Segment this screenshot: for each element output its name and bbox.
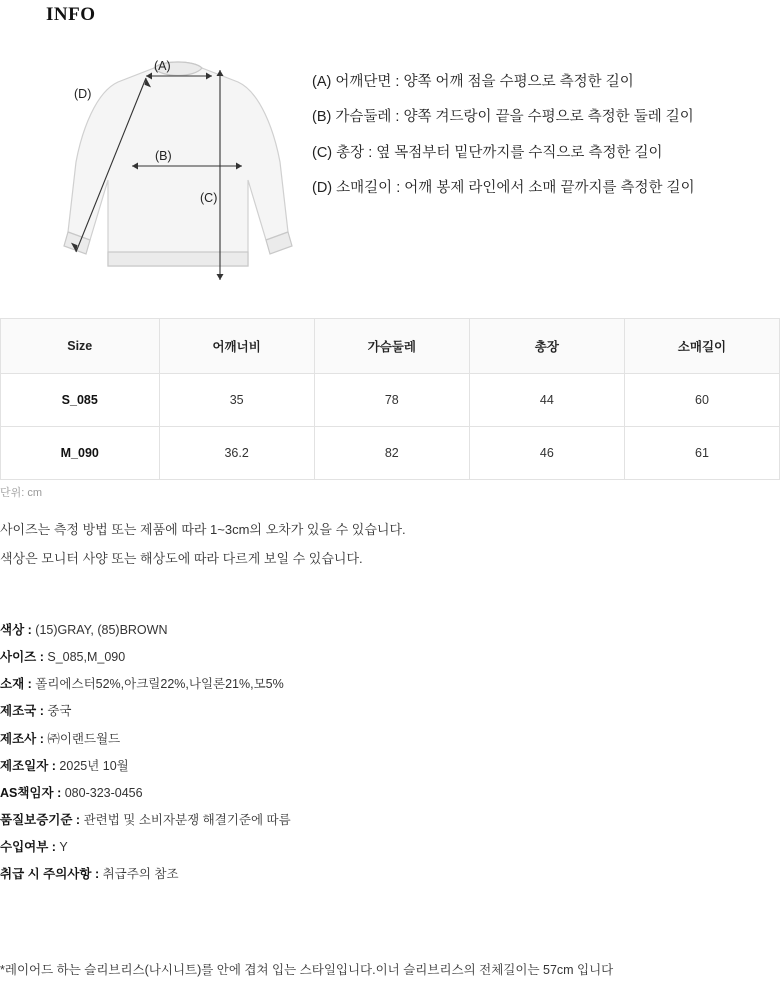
cell-size: S_085	[1, 374, 160, 427]
cell-shoulder: 36.2	[159, 427, 314, 480]
size-table-body	[1, 374, 780, 480]
legend-item-d: (D) 소매길이 : 어깨 봉제 라인에서 소매 끝까지를 측정한 길이	[312, 179, 695, 196]
spec-size-value: S_085,M_090	[47, 650, 126, 665]
spec-color	[0, 621, 760, 639]
spec-quality-warranty-value: 관련법 및 소비자분쟁 해결기준에 따름	[83, 812, 291, 827]
cell-length: 44	[469, 374, 624, 427]
sweater-diagram-svg	[42, 40, 312, 290]
col-header-length: 총장	[469, 319, 624, 374]
measurement-legend	[312, 72, 762, 198]
spec-import-value: Y	[59, 840, 68, 854]
product-spec-list	[0, 621, 760, 892]
spec-origin-key: 제조국 :	[0, 704, 44, 719]
table-row	[1, 374, 780, 427]
legend-item-a: (A) 어깨단면 : 양쪽 어깨 점을 수평으로 측정한 길이	[312, 74, 634, 90]
spec-origin-value: 중국	[47, 704, 72, 719]
note-color: 색상은 모니터 사양 또는 해상도에 따라 다르게 보일 수 있습니다.	[0, 550, 363, 566]
spec-color-value: (15)GRAY, (85)BROWN	[35, 623, 168, 637]
spec-manufacture-date	[0, 757, 760, 775]
spec-manufacture-date-key: 제조일자 :	[0, 758, 56, 773]
spec-size-key: 사이즈 :	[0, 650, 44, 665]
measurement-notes	[0, 521, 760, 578]
cell-size: M_090	[1, 427, 160, 480]
col-header-size: Size	[1, 319, 160, 374]
size-table	[0, 318, 780, 480]
spec-care	[0, 865, 760, 883]
size-table-head	[1, 319, 780, 374]
spec-size	[0, 648, 760, 666]
label-c: (C)	[200, 191, 218, 205]
styling-footnote: *레이어드 하는 슬리브리스(나시니트)를 안에 겹쳐 입는 스타일입니다.이너 슬리브리스의 전체길이는 57cm 입니다	[0, 963, 614, 977]
spec-manufacturer	[0, 730, 760, 748]
spec-manufacturer-key: 제조사 :	[0, 731, 44, 746]
legend-item-b: (B) 가슴둘레 : 양쪽 겨드랑이 끝을 수평으로 측정한 둘레 길이	[312, 109, 694, 126]
cell-sleeve: 61	[624, 427, 779, 480]
legend-item-c: (C) 총장 : 옆 목점부터 밑단까지를 수직으로 측정한 길이	[312, 144, 663, 161]
label-b: (B)	[155, 149, 172, 163]
cell-chest: 82	[314, 427, 469, 480]
col-header-shoulder: 어깨너비	[159, 319, 314, 374]
spec-material-key: 소재 :	[0, 677, 32, 692]
spec-care-value: 취급주의 참조	[102, 867, 179, 882]
spec-manufacturer-value: ㈜이랜드월드	[47, 731, 121, 746]
spec-as-contact-value: 080-323-0456	[64, 785, 143, 800]
label-a: (A)	[154, 59, 171, 73]
col-header-chest: 가슴둘레	[314, 319, 469, 374]
spec-origin	[0, 702, 760, 720]
cell-chest: 78	[314, 374, 469, 427]
cell-length: 46	[469, 427, 624, 480]
spec-material-value: 폴리에스터52%,아크릴22%,나일론21%,모5%	[35, 677, 284, 692]
cell-sleeve: 60	[624, 374, 779, 427]
spec-material	[0, 675, 760, 693]
cell-shoulder: 35	[159, 374, 314, 427]
label-d: (D)	[74, 87, 92, 101]
spec-import-key: 수입여부 :	[0, 840, 56, 854]
table-header-row	[1, 319, 780, 374]
spec-color-key: 색상 :	[0, 623, 32, 637]
unit-note: 단위: cm	[0, 487, 43, 499]
spec-as-contact	[0, 784, 760, 802]
spec-manufacture-date-value: 2025년 10월	[59, 758, 129, 773]
spec-as-contact-key: AS책임자 :	[0, 785, 62, 800]
col-header-sleeve: 소매길이	[624, 319, 779, 374]
spec-care-key: 취급 시 주의사항 :	[0, 867, 100, 882]
spec-quality-warranty	[0, 811, 760, 829]
page-title: INFO	[46, 4, 96, 25]
spec-import	[0, 838, 760, 856]
table-row	[1, 427, 780, 480]
note-tolerance: 사이즈는 측정 방법 또는 제품에 따라 1~3cm의 오차가 있을 수 있습니다.	[0, 522, 406, 537]
hem-rib	[108, 252, 248, 266]
spec-quality-warranty-key: 품질보증기준 :	[0, 812, 81, 827]
measurement-diagram	[42, 40, 312, 290]
